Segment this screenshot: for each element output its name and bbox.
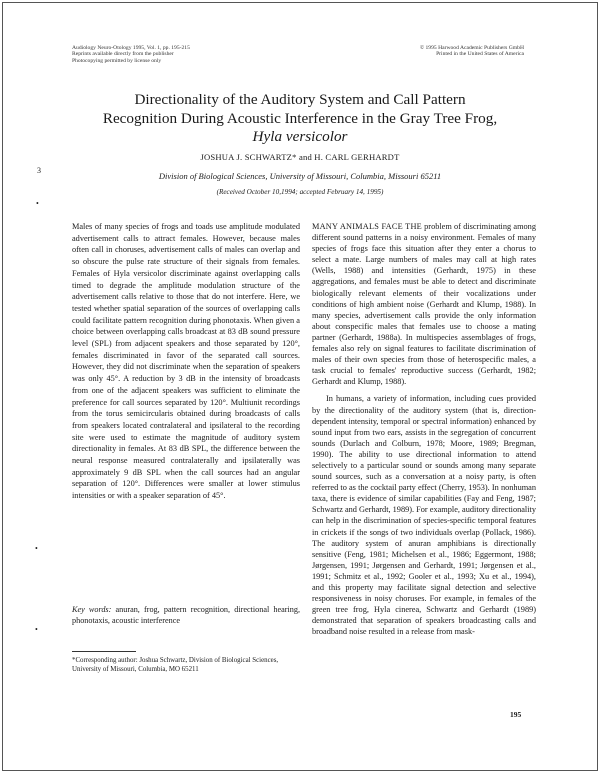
keywords-label: Key words: [72, 605, 112, 614]
margin-mark: 3 [37, 166, 41, 175]
abstract [72, 221, 300, 502]
title-species: Hyla versicolor [252, 128, 348, 145]
journal-header-line: Photocopying permitted by license only [72, 57, 162, 64]
keywords-text: anuran, frog, pattern recognition, directional hearing, phonotaxis, acoustic interference [72, 605, 301, 626]
corresponding-author-footnote: *Corresponding author: Joshua Schwartz, Division of Biological Sciences, University of Missouri, Columbia, MO 65211 [72, 657, 279, 674]
margin-mark: • [35, 544, 38, 553]
journal-header-line: Reprints available directly from the publisher [72, 51, 174, 58]
keywords [72, 604, 300, 626]
page-number: 195 [510, 710, 522, 719]
body-paragraph: In humans, a variety of information, including cues provided by the directionality of the auditory system (that is, direction-dependent intensity, temporal or spectral information) enhanced by sound input from two ears, assists in the segregation of concurrent sounds (Durlach and Colburn, 1978; Moore, 1989; Bregman, 1990). The ability to use directional information to attend selectively to a particular sound or sounds among many separate sound sources, such as a conversation at a noisy party, is often referred to as the cocktail party effect (Cherry, 1953). In nonhuman taxa, there is evidence of similar capabilities (Fay and Feng, 1987; Schwartz and Gerhardt, 1989). For example, auditory directionality can help in the discrimination of species-specific temporal features in crickets if the songs of two individuals overlap (Pollack, 1986). The auditory system of anuran amphibians is directionally sensitive (Feng, 1981; Michelsen et al., 1986; Eggermont, 1988; Jørgensen, 1991; Jørgensen and Gerhardt, 1991; Jørgensen et al., 1991; Schmitz et al., 1992; Gooler et al., 1993; Xu et al., 1994), and this property may facilitate signal detection and selective responsiveness in noisy choruses. For example, in females of the green tree frog, Hyla cinerea, Schwartz and Gerhardt (1989) demonstrated that separation of speakers broadcasting calls and broadband noise resulted in a release from mask- [312, 394, 536, 637]
title-line: Recognition During Acoustic Interference in the Gray Tree Frog, [102, 109, 498, 127]
margin-mark: • [36, 199, 39, 208]
footnote-divider [72, 651, 136, 652]
title-line: Directionality of the Auditory System and Call Pattern [134, 91, 466, 108]
publisher-header-line: © 1995 Harwood Academic Publishers GmbH [419, 45, 524, 51]
body-column [312, 221, 536, 637]
authors: JOSHUA J. SCHWARTZ* and H. CARL GERHARDT [200, 152, 400, 162]
received-dates: (Received October 10,1994; accepted February 14, 1995) [216, 188, 384, 196]
body-paragraph [312, 221, 536, 387]
journal-header-line: Audiology Neuro-Otology 1995, Vol. 1, pp. 195-215 [72, 45, 190, 51]
article-title [60, 91, 540, 147]
publisher-header [420, 45, 524, 58]
journal-header [72, 45, 190, 64]
body-paragraph-text: problem of discriminating among different sound patterns in a noisy environment. Females of many species of frogs face this situation after they enter a chorus to select a mate. Large numbers of males may call at high rates (Wells, 1988) and intensities (Gerhardt, 1975) in these aggregations, and females must be able to detect and discriminate biologically relevant elements of their vocalizations under conditions of high ambient noise (Gerhardt and Klump, 1988). In many species, advertisement calls provide the only information about conspecific males that females use to choose a mating partner (Gerhardt, 1988a). In multispecies assemblages of frogs, females also rely on signal features to facilitate discrimination of males of their own species from those of heterospecific males, a task crucial to females' reproductive success (Gerhardt, 1982; Gerhardt and Klump, 1988). [312, 222, 536, 387]
affiliation: Division of Biological Sciences, University of Missouri, Columbia, Missouri 65211 [158, 171, 442, 181]
margin-mark: • [35, 625, 38, 634]
publisher-header-line: Printed in the United States of America [436, 51, 524, 58]
lead-in: MANY ANIMALS FACE THE [312, 222, 422, 231]
abstract-text: Males of many species of frogs and toads use amplitude modulated advertisement calls to attract females. However, because males often call in choruses, advertisement calls of males can overlap and so obscure the pulse rate structure of their signals from females. Females of Hyla versicolor discriminate against overlapping calls timed to degrade the amplitude modulation structure of the advertisement calls relative to those that do not interfere. Here, we tested whether spatial separation of the sources of overlapping calls could facilitate pattern recognition during phonotaxis. When given a choice between overlapping calls broadcast at 83 dB sound pressure level (SPL) from adjacent speakers and those separated by 120°, females discriminated in favor of the separated call sources. However, they did not discriminate when the separation of speakers was only 45°. A reduction by 3 dB in the intensity of broadcasts from one of the adjacent speakers was sufficient to eliminate the preference for call sources separated by 120°. Multiunit recordings from the torus semicircularis obtained during broadcasts of calls from speakers located contralateral and ipsilateral to the recording site were used to estimate the magnitude of auditory system directionality in females. At 83 dB SPL, the difference between the neural response measured contralaterally and ipsilaterally was approximately 9 dB SPL when the call sources had an angular separation of 120°. Differences were smaller at lower stimulus intensities or with a speaker separation of 45°. [72, 222, 300, 501]
